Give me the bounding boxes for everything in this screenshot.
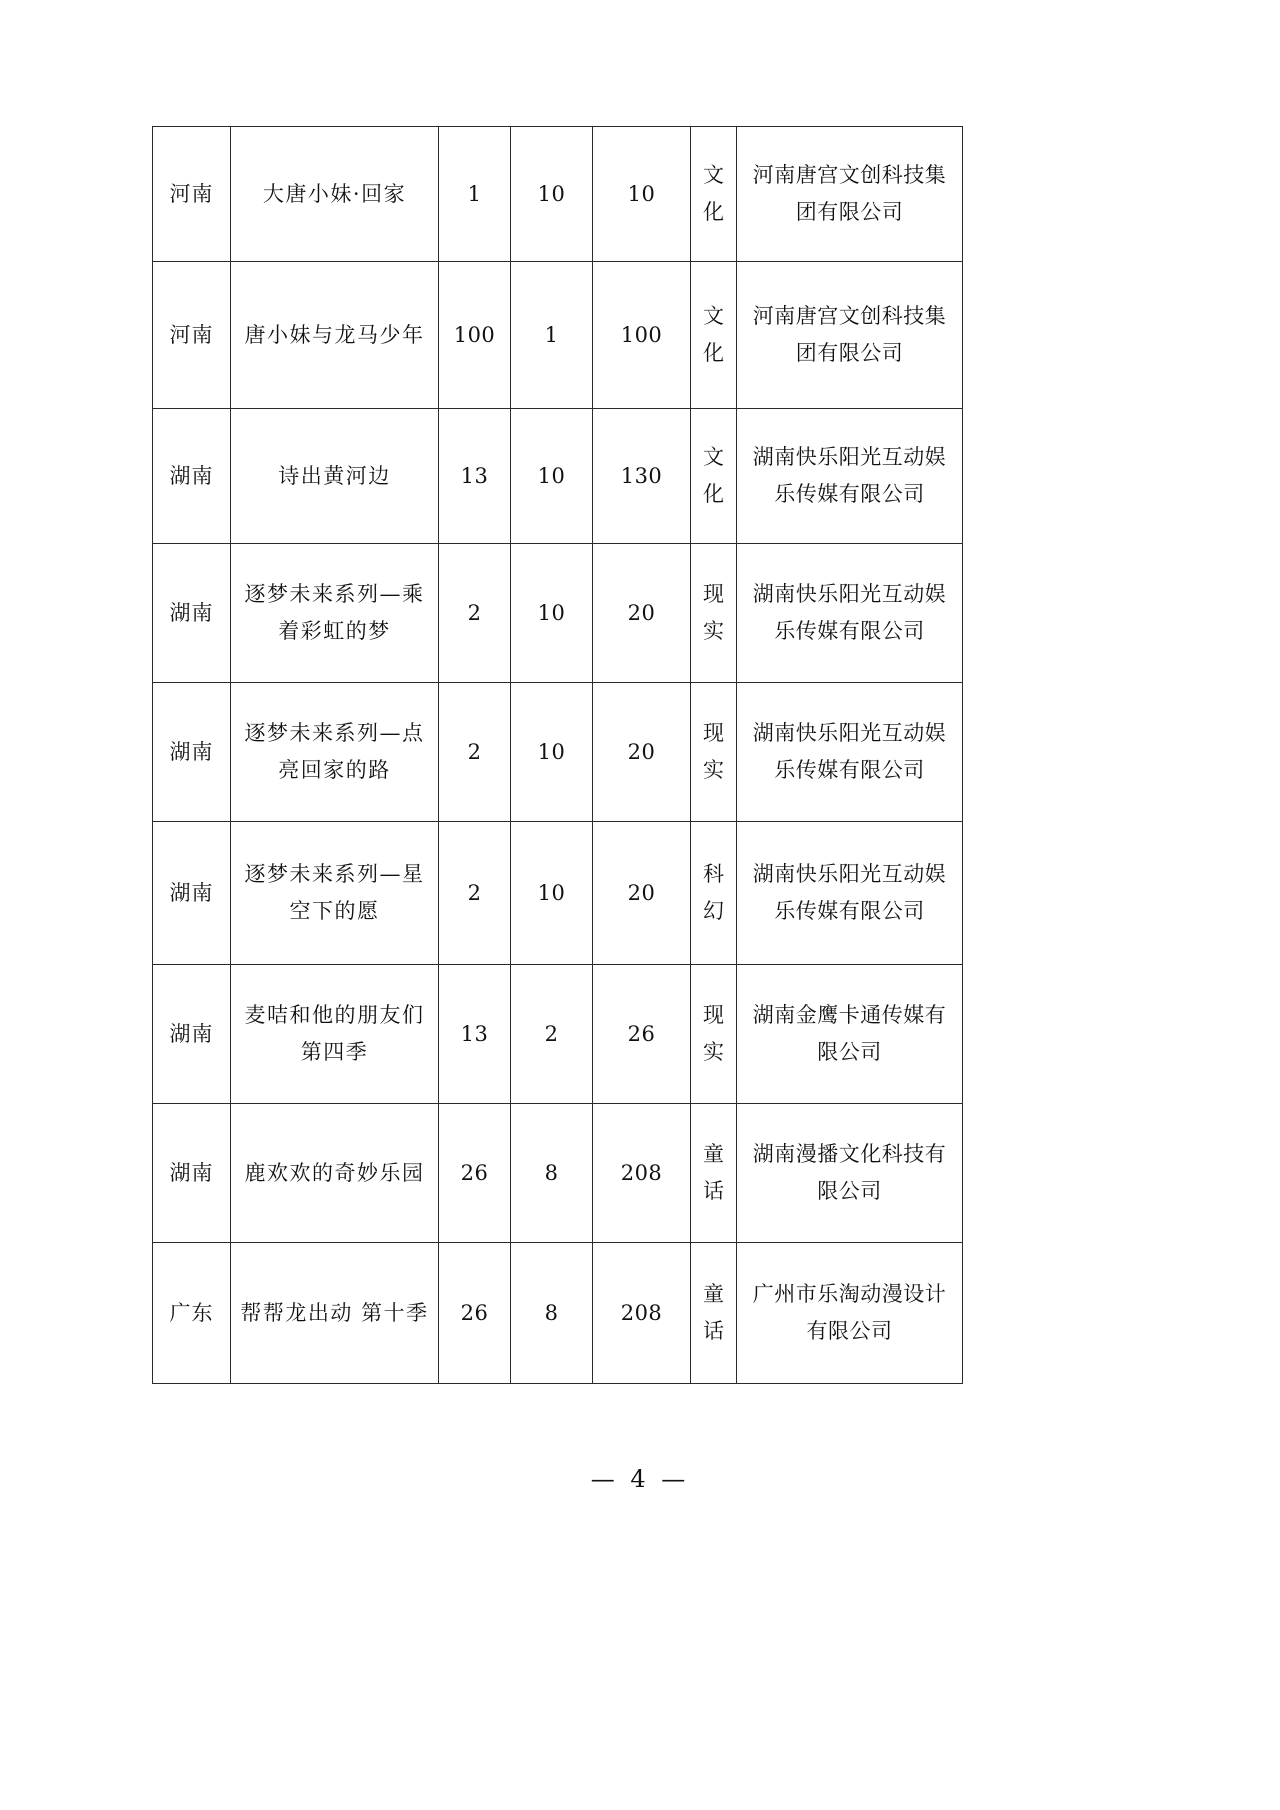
cell-minutes-per-episode: 1: [511, 262, 593, 409]
cell-genre: 文化: [691, 409, 737, 544]
table-body: [153, 127, 963, 1384]
cell-total-minutes: 100: [593, 262, 691, 409]
cell-total-minutes: 10: [593, 127, 691, 262]
table-row: [153, 544, 963, 683]
cell-title: 逐梦未来系列—点亮回家的路: [231, 683, 439, 822]
cell-province: 湖南: [153, 683, 231, 822]
cell-province: 湖南: [153, 965, 231, 1104]
cell-company: 湖南快乐阳光互动娱乐传媒有限公司: [737, 409, 963, 544]
cell-province: 湖南: [153, 409, 231, 544]
cell-title: 唐小妹与龙马少年: [231, 262, 439, 409]
table-row: [153, 1104, 963, 1243]
cell-minutes-per-episode: 10: [511, 544, 593, 683]
cell-total-minutes: 26: [593, 965, 691, 1104]
cell-company: 河南唐宫文创科技集团有限公司: [737, 127, 963, 262]
cell-title: 诗出黄河边: [231, 409, 439, 544]
cell-title: 逐梦未来系列—星空下的愿: [231, 822, 439, 965]
cell-minutes-per-episode: 2: [511, 965, 593, 1104]
cell-total-minutes: 20: [593, 544, 691, 683]
cell-province: 湖南: [153, 544, 231, 683]
table-row: [153, 683, 963, 822]
cell-genre: 童话: [691, 1243, 737, 1384]
cell-genre: 现实: [691, 683, 737, 822]
cell-title: 逐梦未来系列—乘着彩虹的梦: [231, 544, 439, 683]
cell-company: 河南唐宫文创科技集团有限公司: [737, 262, 963, 409]
cell-total-minutes: 20: [593, 822, 691, 965]
cell-minutes-per-episode: 10: [511, 409, 593, 544]
cell-company: 湖南快乐阳光互动娱乐传媒有限公司: [737, 822, 963, 965]
cell-company: 湖南快乐阳光互动娱乐传媒有限公司: [737, 544, 963, 683]
cell-genre: 现实: [691, 544, 737, 683]
cell-genre: 现实: [691, 965, 737, 1104]
cell-title: 大唐小妹·回家: [231, 127, 439, 262]
cell-province: 河南: [153, 127, 231, 262]
cell-episodes: 1: [439, 127, 511, 262]
cell-episodes: 2: [439, 822, 511, 965]
table-row: [153, 1243, 963, 1384]
cell-minutes-per-episode: 8: [511, 1243, 593, 1384]
cell-episodes: 2: [439, 683, 511, 822]
cell-total-minutes: 20: [593, 683, 691, 822]
cell-province: 湖南: [153, 822, 231, 965]
table-row: [153, 965, 963, 1104]
cell-company: 广州市乐淘动漫设计有限公司: [737, 1243, 963, 1384]
cell-episodes: 26: [439, 1104, 511, 1243]
cell-title: 帮帮龙出动 第十季: [231, 1243, 439, 1384]
cell-total-minutes: 208: [593, 1243, 691, 1384]
animation-projects-table-wrapper: [152, 126, 962, 1384]
cell-minutes-per-episode: 10: [511, 822, 593, 965]
table-row: [153, 262, 963, 409]
table-row: [153, 822, 963, 965]
cell-company: 湖南金鹰卡通传媒有限公司: [737, 965, 963, 1104]
cell-episodes: 13: [439, 965, 511, 1104]
cell-company: 湖南快乐阳光互动娱乐传媒有限公司: [737, 683, 963, 822]
cell-province: 湖南: [153, 1104, 231, 1243]
cell-genre: 童话: [691, 1104, 737, 1243]
cell-genre: 文化: [691, 127, 737, 262]
cell-episodes: 100: [439, 262, 511, 409]
page-number: — 4 —: [590, 1465, 690, 1493]
cell-company: 湖南漫播文化科技有限公司: [737, 1104, 963, 1243]
cell-province: 广东: [153, 1243, 231, 1384]
cell-episodes: 2: [439, 544, 511, 683]
cell-total-minutes: 130: [593, 409, 691, 544]
table-row: [153, 127, 963, 262]
animation-projects-table: [152, 126, 963, 1384]
cell-minutes-per-episode: 10: [511, 127, 593, 262]
cell-genre: 科幻: [691, 822, 737, 965]
cell-genre: 文化: [691, 262, 737, 409]
cell-title: 麦咭和他的朋友们 第四季: [231, 965, 439, 1104]
table-row: [153, 409, 963, 544]
cell-minutes-per-episode: 10: [511, 683, 593, 822]
cell-title: 鹿欢欢的奇妙乐园: [231, 1104, 439, 1243]
cell-minutes-per-episode: 8: [511, 1104, 593, 1243]
cell-province: 河南: [153, 262, 231, 409]
cell-total-minutes: 208: [593, 1104, 691, 1243]
cell-episodes: 26: [439, 1243, 511, 1384]
cell-episodes: 13: [439, 409, 511, 544]
